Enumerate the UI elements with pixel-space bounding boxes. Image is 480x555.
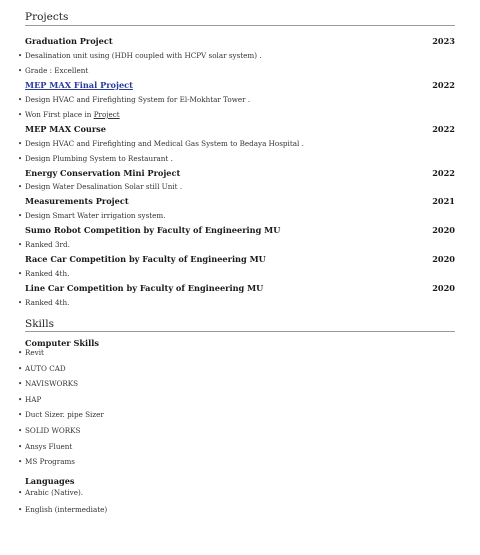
- project-title-link[interactable]: MEP MAX Final Project: [25, 80, 133, 90]
- skill-item: • Revit: [18, 348, 44, 357]
- skill-item: • SOLID WORKS: [18, 426, 81, 435]
- project-bullet: • Ranked 4th.: [18, 269, 70, 278]
- project-year: 2021: [432, 196, 455, 206]
- projects-divider: [25, 25, 455, 26]
- project-bullet: • Ranked 4th.: [18, 298, 70, 307]
- project-year: 2020: [432, 254, 455, 264]
- computer-skills-title: Computer Skills: [25, 338, 99, 348]
- project-title: Race Car Competition by Faculty of Engineering MU: [25, 254, 266, 264]
- projects-heading: Projects: [25, 11, 69, 23]
- project-year: 2022: [432, 80, 455, 90]
- project-bullet: • Design HVAC and Firefighting and Medical Gas System to Bedaya Hospital .: [18, 139, 304, 148]
- project-bullet: • Ranked 3rd.: [18, 240, 70, 249]
- project-bullet: • Design HVAC and Firefighting System for El-Mokhtar Tower .: [18, 95, 251, 104]
- project-bullet: • Design Plumbing System to Restaurant .: [18, 154, 173, 163]
- project-title: Measurements Project: [25, 196, 129, 206]
- skill-item: • MS Programs: [18, 457, 75, 466]
- project-year: 2022: [432, 124, 455, 134]
- skills-heading: Skills: [25, 318, 55, 330]
- project-year: 2023: [432, 36, 455, 46]
- project-title: Graduation Project: [25, 36, 113, 46]
- skill-item: • Duct Sizer. pipe Sizer: [18, 410, 104, 419]
- project-year: 2020: [432, 225, 455, 235]
- project-title: MEP MAX Course: [25, 124, 106, 134]
- languages-title: Languages: [25, 476, 75, 486]
- skill-item: • AUTO CAD: [18, 364, 66, 373]
- language-item: • Arabic (Native).: [18, 488, 84, 497]
- project-bullet: • Design Smart Water irrigation system.: [18, 211, 166, 220]
- project-bullet: • Design Water Desalination Solar still Unit .: [18, 182, 183, 191]
- project-title: Line Car Competition by Faculty of Engineering MU: [25, 283, 264, 293]
- language-item: • English (intermediate): [18, 505, 108, 514]
- project-bullet: • Desalination unit using (HDH coupled with HCPV solar system) .: [18, 51, 262, 60]
- project-link[interactable]: Project: [93, 110, 120, 119]
- project-bullet: • Won First place in Project: [18, 110, 120, 119]
- project-bullet: • Grade : Excellent: [18, 66, 89, 75]
- skill-item: • NAVISWORKS: [18, 379, 79, 388]
- skill-item: • Ansys Fluent: [18, 442, 73, 451]
- skills-divider: [25, 331, 455, 332]
- project-title: Energy Conservation Mini Project: [25, 168, 181, 178]
- project-year: 2020: [432, 283, 455, 293]
- project-year: 2022: [432, 168, 455, 178]
- skill-item: • HAP: [18, 395, 42, 404]
- project-title: Sumo Robot Competition by Faculty of Engineering MU: [25, 225, 281, 235]
